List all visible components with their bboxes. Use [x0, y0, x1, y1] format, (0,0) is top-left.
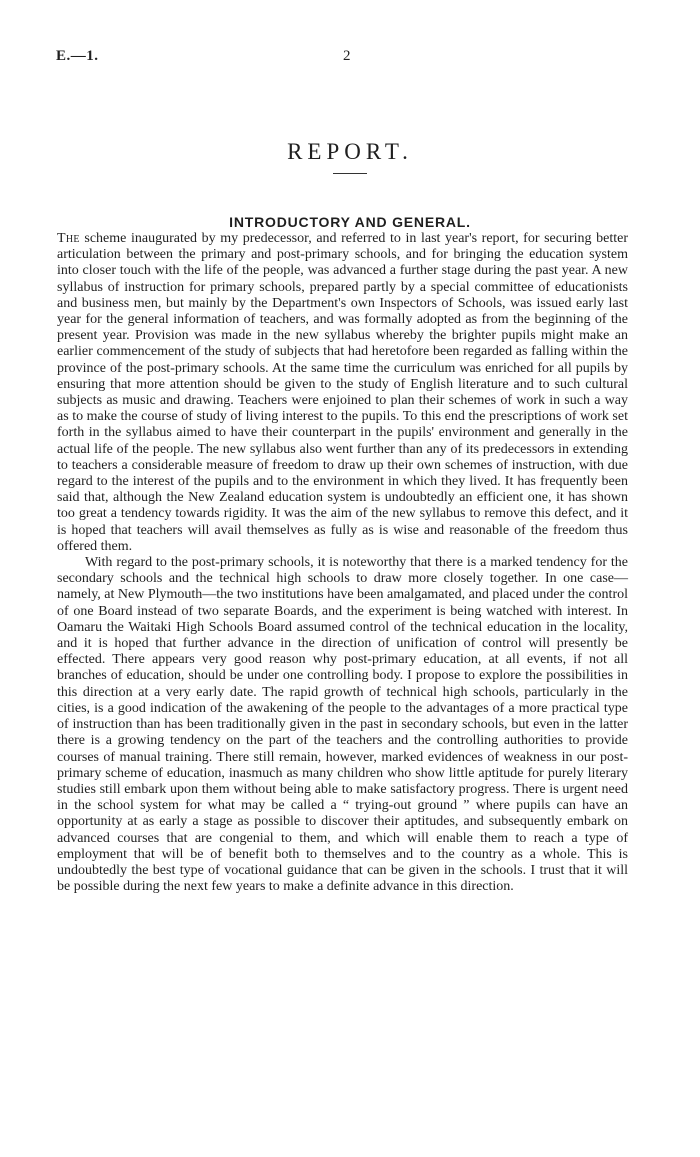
- title-divider: [333, 173, 367, 174]
- body-text: [57, 231, 628, 895]
- paragraph-1-lead-word: The: [57, 231, 80, 246]
- paragraph-1-text: scheme inaugurated by my predecessor, and referred to in last year's report, for securing better articulation between the primary and post-primary schools, and for bringing the education system into closer touch with the life of the people, was advanced a further stage during the past year. A new syllabus of instruction for primary schools, prepared partly by a special committee of educationists and business men, but mainly by the Department's own Inspectors of Schools, was issued early last year for the general information of teachers, and was formally adopted as from the beginning of the present year. Provision was made in the new syllabus whereby the brighter pupils might make an earlier commencement of the study of subjects that had heretofore been regarded as falling within the province of the post-primary schools. At the same time the curriculum was enriched for all pupils by ensuring that more attention should be given to the study of English literature and to such cultural subjects as music and drawing. Teachers were enjoined to plan their schemes of work in such a way as to make the course of study of living interest to the pupils. To this end the prescriptions of work set forth in the syllabus aimed to have their counterpart in the pupils' environment and generally in the actual life of the people. The new syllabus also went further than any of its predecessors in extending to teachers a considerable measure of freedom to draw up their own schemes of instruction, with due regard to the interest of the pupils and to the environment in which they lived. It has frequently been said that, although the New Zealand education system is undoubtedly an efficient one, it has shown too great a tendency towards rigidity. It was the aim of the new syllabus to remove this defect, and it is hoped that teachers will avail themselves as fully as is wise and reasonable of the freedom thus offered them.: [57, 231, 628, 554]
- report-title: REPORT.: [287, 139, 413, 165]
- page-number: 2: [343, 48, 351, 64]
- paragraph-1: [57, 231, 628, 555]
- paragraph-2: With regard to the post-primary schools, it is noteworthy that there is a marked tendency for the secondary schools and the technical high schools to draw more closely together. In one case—namely, at New Plymouth—the two institutions have been amalgamated, and placed under the control of one Board instead of two separate Boards, and the experiment is being watched with interest. In Oamaru the Waitaki High Schools Board assumed control of the technical education in the locality, and it is hoped that further advance in the direction of unification of control will presently be effected. There appears very good reason why post-primary education, at all events, if not all branches of education, should be under one controlling body. I propose to explore the possibilities in this direction at a very early date. The rapid growth of technical high schools, particularly in the cities, is a good indication of the awakening of the people to the advantages of a more practical type of instruction than has been traditionally given in the past in secondary schools, but even in the latter there is a growing tendency on the part of the teachers and the controlling authorities to provide courses of manual training. There still remain, however, marked evidences of weakness in our post-primary scheme of education, inasmuch as many children who show little aptitude for purely literary studies still embark upon them without being able to make satisfactory progress. There is urgent need in the school system for what may be called a “ trying-out ground ” where pupils can have an opportunity at as early a stage as possible to discover their aptitudes, and subsequently embark on advanced courses that are congenial to them, and which will enable them to reach a type of employment that will be of benefit both to themselves and to the country as a whole. This is undoubtedly the best type of vocational guidance that can be given in the schools. I trust that it will be possible during the next few years to make a definite advance in this direction.: [57, 555, 628, 895]
- document-reference: E.—1.: [56, 48, 99, 64]
- section-heading: INTRODUCTORY AND GENERAL.: [229, 213, 471, 230]
